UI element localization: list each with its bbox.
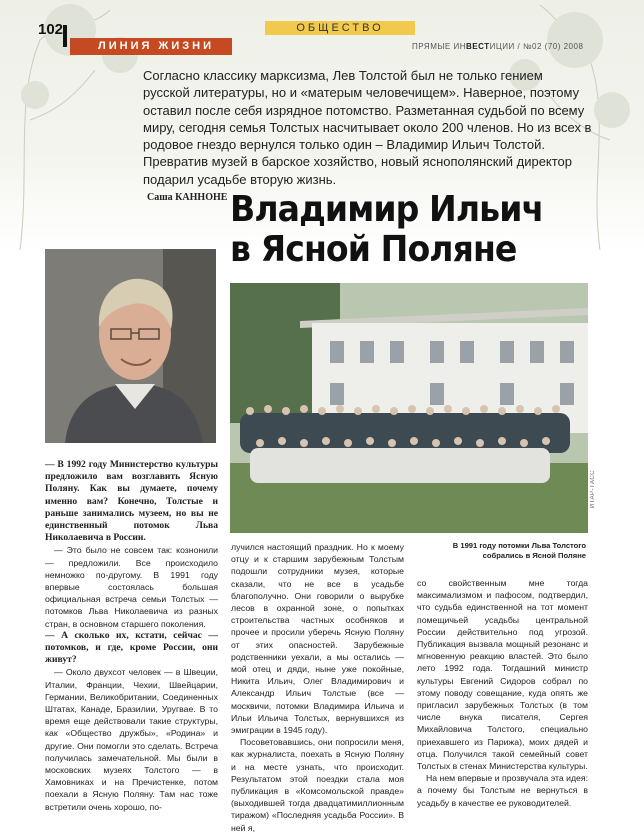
photo-caption: В 1991 году потомки Льва Толстого собрались в Ясной Поляне — [452, 541, 586, 560]
issue-info — [412, 42, 583, 51]
title-line-2: в Ясной Поляне — [230, 229, 517, 270]
issue-brand: ВЕСТ — [466, 42, 490, 51]
rubric-label: ЛИНИЯ ЖИЗНИ — [70, 38, 232, 55]
article-title — [230, 190, 580, 270]
issue-suffix: ИЦИИ / №02 (70) 2008 — [489, 42, 584, 51]
paragraph: Посоветовавшись, они попросили меня, как журналиста, поехать в Ясную Поляну и на месте узнать, что происходит. Результатом этой поездки стала моя публикация в «Комсомольской правде» (выходившей тогда двадцатимиллионным тиражом) «Последняя усадьба России». В ней я, — [231, 737, 404, 833]
paragraph-continued: со свойственным мне тогда максимализмом и пафосом, подтвердил, что судьба единственной на тот момент помещичьей усадьбы центральной России действительно под угрозой. Публикация вызвала мощный резонанс и мгновенную реакцию властей. Это было лето 1992 года. Тогдашний министр культуры Евгений Сидоров собрал по этому поводу совещание, куда опять же пригласил зарубежных Толстых (в том числе внука писателя, Сергея Михайловича Толстого, специально приехавшего из Парижа), моих дядей и отца. Получился такой семейный совет Толстых в стенах Министерства культуры. — [417, 578, 588, 772]
issue-prefix: ПРЯМЫЕ ИН — [412, 42, 467, 51]
answer-2: — Около двухсот человек — в Швеции, Италии, Франции, Чехии, Швейцарии, Германии, Великобритании, Соединенных Штатах, Канаде, Бразилии, Уругвае. В то время еще действовали такие структуры, как «Общество дружбы», «Родина» и другие. Они помогли это сделать. Встреча получилась замечательной. Мы были в московских музеях Толстого — в Хамовниках и на Пречистенке, потом поехали в Ясную Поляну. Там нас тоже встретили очень хорошо, по- — [45, 667, 218, 812]
lead-paragraph: Согласно классику марксизма, Лев Толстой был не только гением русской литературы, но и «матерым человечищем». Наверное, поэтому оставил после себя изрядное потомство. Разметанная судьбой по всему миру, сегодня семья Толстых насчитывает около 200 членов. Но из всех в родовое гнездо вернулся только один – Владимир Ильич Толстой. Превратив музей в барское хозяйство, новый яснополянский директор подарил усадьбе вторую жизнь. — [143, 68, 592, 187]
paragraph: На нем впервые и прозвучала эта идея: а почему бы Толстым не вернуться в усадьбу в качестве ее руководителей. — [417, 773, 588, 808]
paragraph-continued: лучился настоящий праздник. Но к моему отцу и к старшим зарубежным Толстым подошли сотрудники музея, которые сказали, что не все в усадьбе благополучно. Они говорили о вырубке лесов в охранной зоне, о попытках строительства частных особняков и прочее и просили уберечь Ясную Поляну от этих опасностей. Зарубежные родственники уехали, а мы остались — мой отец и дяди, ныне уже покойные, Никита Ильич, Олег Владимирович и Александр Ильич Толстые (все — москвичи, потомки Владимира Ильича и Ильи Ильича Толстых, вернувшихся из эмиграции в 1945 году). — [231, 542, 404, 736]
page-number: 102 — [38, 21, 64, 38]
portrait-photo — [45, 249, 216, 443]
author-byline: Саша КАННОНЕ — [147, 192, 228, 203]
group-photo-illustration — [230, 283, 588, 533]
text-column-2 — [231, 541, 404, 834]
page-number-bar — [63, 25, 67, 47]
answer-1: — Это было не совсем так: кознонили — предложили. Все происходило немножко по-другому. В 1991 году впервые состоялась большая официальная встреча семьи Толстых — потомков Льва Николаевича из разных стран, в основном старшего поколения. — [45, 545, 218, 629]
group-photo — [230, 283, 588, 533]
section-label: ОБЩЕСТВО — [265, 21, 415, 35]
portrait-illustration — [45, 249, 216, 443]
title-line-1: Владимир Ильич — [230, 189, 544, 230]
text-column-3 — [417, 577, 588, 809]
photo-credit: ИТАР-ТАСС — [590, 470, 596, 509]
question-2: — А сколько их, кстати, сейчас — потомков, и где, кроме России, они живут? — [45, 629, 218, 666]
text-column-1 — [45, 459, 218, 813]
question-1: — В 1992 году Министерство культуры предложило вам возглавить Ясную Поляну. Как вы думаете, почему именно вам? Конечно, Толстые и раньше занимались музеем, но вы не единственный потомок Льва Николаевича в России. — [45, 459, 218, 544]
